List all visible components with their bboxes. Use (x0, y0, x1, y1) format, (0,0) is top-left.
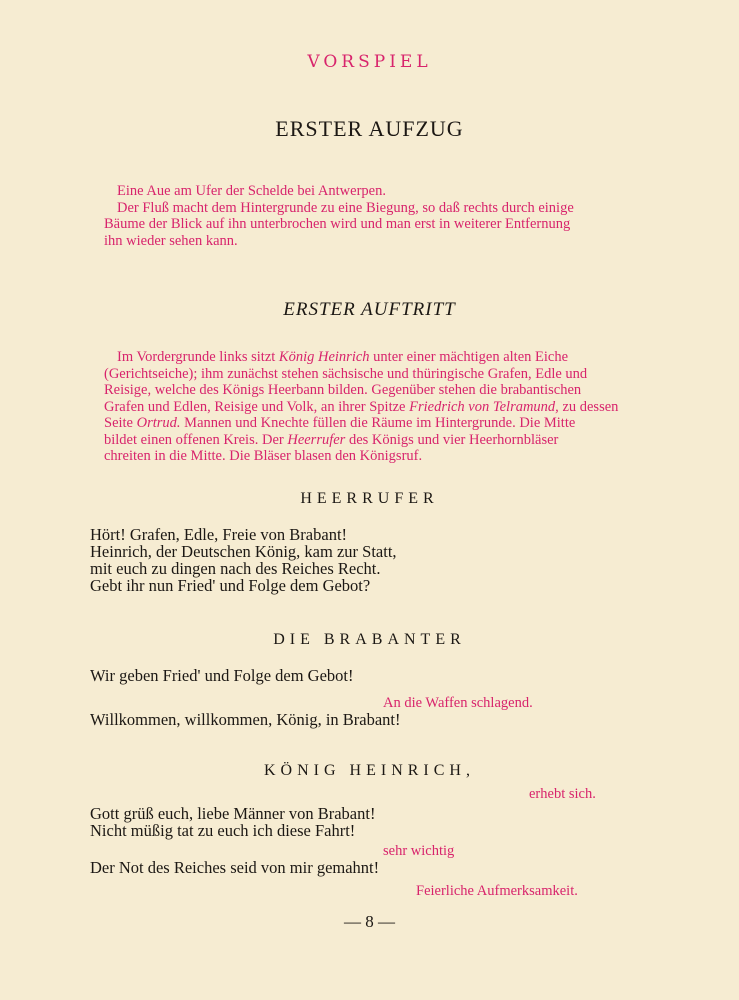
speaker-brabanter: DIE BRABANTER (273, 631, 466, 648)
page-number: — 8 — (344, 912, 395, 931)
scene-direction (104, 349, 618, 465)
direction-line: Seite Ortrud. Mannen und Knechte füllen die Räume im Hintergrunde. Die Mitte (104, 415, 576, 431)
direction-line: (Gerichtseiche); ihm zunächst stehen sächsische und thüringische Grafen, Edle und (104, 365, 588, 382)
direction-line: Grafen und Edlen, Reisige und Volk, an ihrer Spitze Friedrich von Telramund, zu dessen (104, 398, 619, 415)
setting-line: Bäume der Blick auf ihn unterbrochen wird und man erst in weiterer Entfernung (104, 216, 571, 232)
character-name: Heerrufer (287, 431, 346, 448)
verse-line: Gebt ihr nun Fried' und Folge dem Gebot? (90, 576, 371, 595)
direction-line: Reisige, welche des Königs Heerbann bilden. Gegenüber stehen die brabantischen (104, 382, 582, 398)
stage-direction: Feierliche Aufmerksamkeit. (416, 883, 578, 899)
speaker-heinrich: KÖNIG HEINRICH, (264, 762, 475, 779)
verse-line: Der Not des Reiches seid von mir gemahnt! (90, 858, 380, 877)
character-name: Friedrich von Telramund, (409, 398, 559, 415)
speaker-heerrufer: HEERRUFER (300, 490, 439, 507)
setting-line: Eine Aue am Ufer der Schelde bei Antwerpen. (117, 183, 386, 199)
setting-direction (104, 183, 574, 249)
setting-line: ihn wieder sehen kann. (104, 232, 238, 249)
setting-line: Der Fluß macht dem Hintergrunde zu eine Biegung, so daß rechts durch einige (117, 199, 574, 216)
verse-line: Hört! Grafen, Edle, Freie von Brabant! (90, 525, 348, 544)
stage-direction: An die Waffen schlagend. (383, 695, 533, 711)
heerrufer-verse (90, 526, 397, 594)
verse-line: Wir geben Fried' und Folge dem Gebot! (90, 666, 354, 685)
heinrich-verse (90, 805, 375, 839)
scene-title: ERSTER AUFTRITT (283, 299, 456, 320)
verse-line: Willkommen, willkommen, König, in Brabant! (90, 710, 401, 729)
verse-line: Nicht müßig tat zu euch ich diese Fahrt! (90, 821, 356, 840)
direction-line: chreiten in die Mitte. Die Bläser blasen den Königsruf. (104, 448, 423, 464)
stage-direction: erhebt sich. (529, 786, 596, 802)
character-name: Ortrud. (136, 415, 181, 431)
direction-line: bildet einen offenen Kreis. Der Heerrufer des Königs und vier Heerhornbläser (104, 431, 559, 448)
verse-line: Gott grüß euch, liebe Männer von Brabant! (90, 804, 376, 823)
section-header: VORSPIEL (307, 52, 432, 72)
character-name: König Heinrich (278, 349, 370, 365)
verse-line: Heinrich, der Deutschen König, kam zur Statt, (90, 542, 397, 561)
verse-line: mit euch zu dingen nach des Reiches Recht. (90, 559, 381, 578)
stage-direction: sehr wichtig (383, 843, 455, 859)
act-title: ERSTER AUFZUG (275, 116, 464, 141)
direction-line: Im Vordergrunde links sitzt König Heinrich unter einer mächtigen alten Eiche (117, 349, 569, 365)
